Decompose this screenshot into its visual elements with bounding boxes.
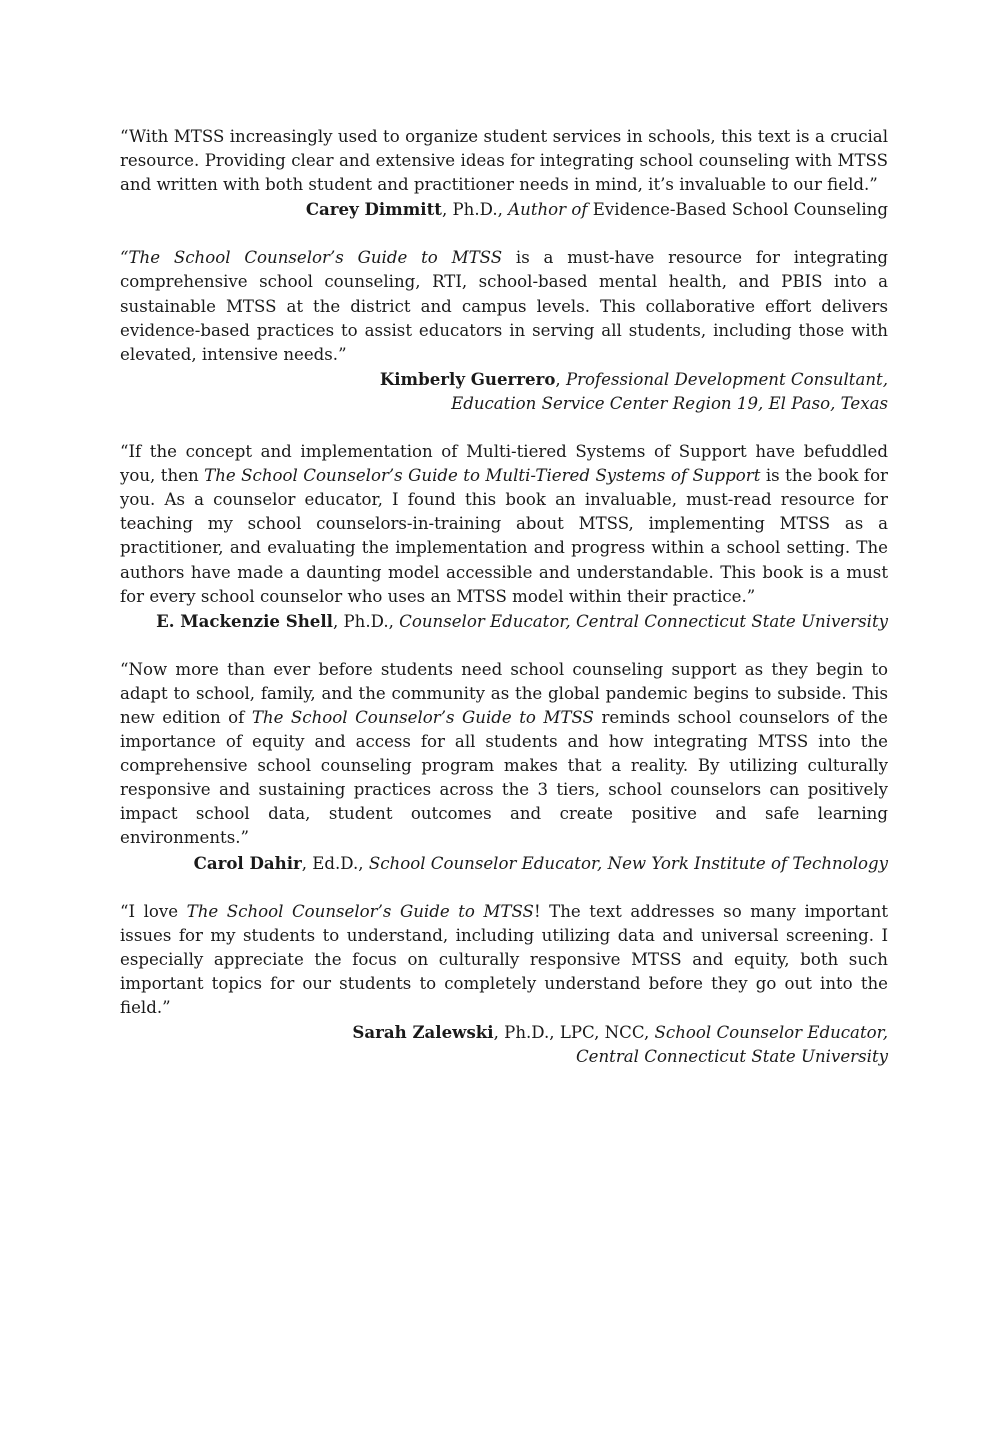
endorsement-5 bbox=[120, 900, 888, 1070]
endorser-role: School Counselor Educator, New York Institute of Technology bbox=[368, 853, 888, 873]
endorser-degree: , bbox=[555, 369, 566, 389]
endorsement-quote bbox=[120, 658, 888, 851]
endorsement-attribution bbox=[120, 367, 888, 416]
endorser-role: School Counselor Educator, bbox=[654, 1023, 888, 1043]
endorser-book-title: Evidence-Based School Counseling bbox=[587, 200, 888, 220]
quote-text: “With MTSS increasingly used to organize student services in schools, this text is a crucial resource. Providing clear and extensive ideas for integrating school counseling with MTSS and written with both student and practitioner needs in mind, it’s invaluable to our field.” bbox=[120, 127, 888, 195]
endorsement-quote bbox=[120, 246, 888, 366]
endorser-role: Professional Development Consultant, bbox=[565, 369, 888, 389]
endorser-name: Carey Dimmitt bbox=[305, 199, 442, 220]
book-title: The School Counselor’s Guide to MTSS bbox=[251, 707, 594, 727]
endorsement-attribution bbox=[120, 1020, 888, 1069]
endorser-affiliation: Education Service Center Region 19, El Paso, Texas bbox=[451, 393, 888, 413]
endorsement-2 bbox=[120, 246, 888, 416]
endorsements-page bbox=[120, 125, 888, 1093]
endorser-name: Sarah Zalewski bbox=[352, 1022, 494, 1043]
endorsement-1 bbox=[120, 125, 888, 222]
quote-text: “I love bbox=[120, 901, 187, 921]
book-title: The School Counselor’s Guide to MTSS bbox=[186, 901, 534, 921]
quote-text: “If the concept and implementation of Multi-tiered Systems of Support have befuddled you, then bbox=[120, 442, 888, 486]
endorsement-quote bbox=[120, 900, 888, 1020]
endorsement-3 bbox=[120, 440, 888, 634]
endorsement-attribution bbox=[120, 609, 888, 634]
quote-text: reminds school counselors of the importance of equity and access for all students and how integrating MTSS into the comprehensive school counseling program makes that a reality. By utilizing culturally responsive and sustaining practices across the 3 tiers, school counselors can positively impact school data, student outcomes and create positive and safe learning environments.” bbox=[120, 707, 889, 848]
endorser-name: Kimberly Guerrero bbox=[379, 368, 556, 389]
quote-text: is the book for you. As a counselor educator, I found this book an invaluable, must-read resource for teaching my school counselors-in-training about MTSS, implementing MTSS as a practitioner, and evaluating the implementation and progress within a school setting. The authors have made a daunting model accessible and understandable. This book is a must for every school counselor who uses an MTSS model within their practice.” bbox=[120, 466, 888, 606]
book-title: “The School Counselor’s Guide to MTSS bbox=[120, 248, 503, 268]
endorsement-quote bbox=[120, 440, 888, 609]
endorser-degree: , Ph.D., LPC, NCC, bbox=[493, 1023, 655, 1043]
endorser-affiliation: Central Connecticut State University bbox=[575, 1047, 888, 1067]
book-title: The School Counselor’s Guide to Multi-Tiered Systems of Support bbox=[204, 466, 761, 486]
endorsement-4 bbox=[120, 658, 888, 876]
endorser-role: Counselor Educator, Central Connecticut State University bbox=[399, 611, 888, 631]
endorsement-attribution bbox=[120, 851, 888, 876]
endorser-degree: , Ph.D., bbox=[332, 611, 400, 631]
quote-text: ! The text addresses so many important issues for my students to understand, including utilizing data and universal screening. I especially appreciate the focus on culturally responsive MTSS and equity, both such important topics for our students to completely understand before they go out into the field.” bbox=[120, 901, 888, 1017]
endorser-degree: , Ph.D., bbox=[441, 200, 509, 220]
endorser-name: E. Mackenzie Shell bbox=[156, 610, 333, 631]
endorsement-quote bbox=[120, 125, 888, 197]
endorser-name: Carol Dahir bbox=[193, 852, 302, 873]
endorsement-attribution bbox=[120, 197, 888, 222]
quote-text: is a must-have resource for integrating comprehensive school counseling, RTI, school-based mental health, and PBIS into a sustainable MTSS at the district and campus levels. This collaborative effort delivers evidence-based practices to assist educators in serving all students, including those with elevated, intensive needs.” bbox=[120, 248, 889, 364]
quote-text: “Now more than ever before students need school counseling support as they begin to adapt to school, family, and the community as the global pandemic begins to subside. This new edition of bbox=[120, 659, 888, 727]
endorser-degree: , Ed.D., bbox=[301, 853, 369, 873]
endorser-role: Author of bbox=[508, 200, 588, 220]
